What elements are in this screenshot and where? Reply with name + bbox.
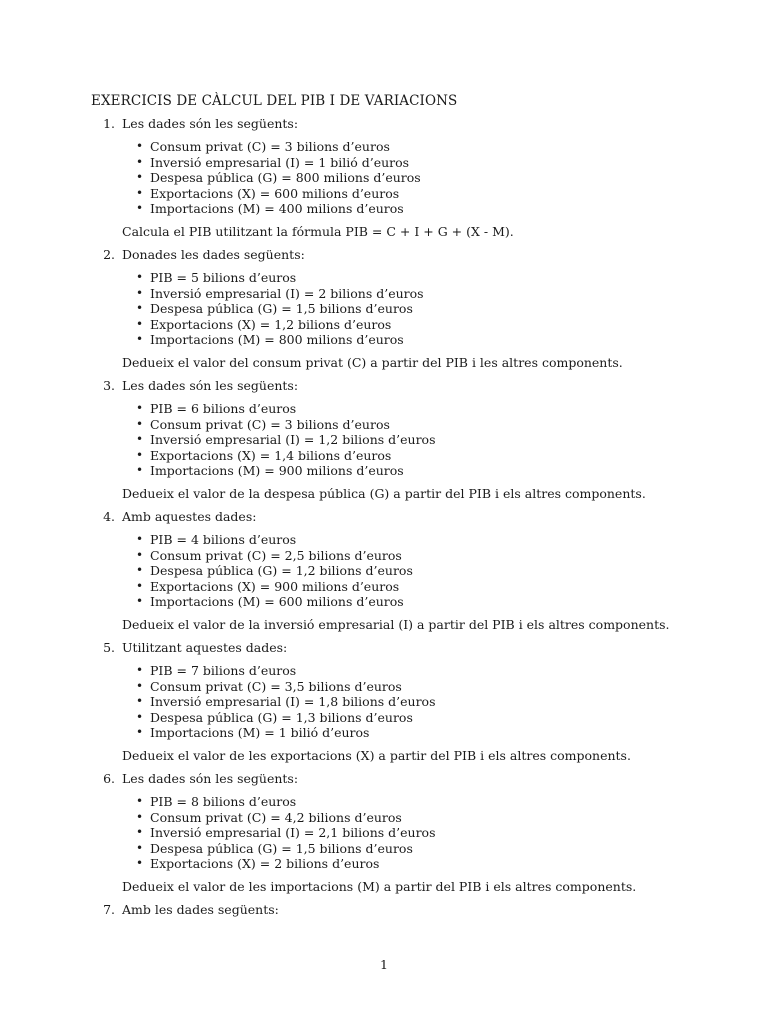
bullet-icon: • [136,825,144,839]
bullet-icon: • [136,463,144,477]
exercise-number: 3. [103,378,115,393]
bullet-icon: • [136,840,144,855]
list-item-text: Despesa pública (G) = 800 milions d’euros [150,170,421,185]
list-item-text: Exportacions (X) = 900 milions d’euros [150,578,400,594]
list-item-text: Consum privat (C) = 4,2 bilions d’euros [150,809,402,825]
bullet-icon: • [136,663,144,677]
exercise-intro: Amb les dades següents: [122,902,279,917]
list-item-text: PIB = 6 bilions d’euros [150,401,297,416]
exercise-number: 1. [103,116,115,131]
bullet-icon: • [136,416,144,431]
bullet-icon: • [136,332,144,346]
list-item-text: Despesa pública (G) = 1,5 bilions d’euros [150,840,413,856]
exercise-intro: Les dades són les següents: [122,771,299,786]
list-item-text: Importacions (M) = 400 milions d’euros [150,201,404,216]
exercise-5 [0,639,768,770]
bullet-icon: • [136,547,144,562]
bullet-icon: • [136,154,144,169]
bullet-icon: • [136,725,144,739]
list-item-text: Inversió empresarial (I) = 1 bilió d’euros [150,154,410,170]
document-title: EXERCICIS DE CÀLCUL DEL PIB I DE VARIACIONS [91,93,458,109]
page-number: 1 [380,957,388,972]
list-item-text: Importacions (M) = 600 milions d’euros [150,594,404,609]
list-item-text: Inversió empresarial (I) = 2 bilions d’euros [150,285,424,301]
exercise-number: 2. [103,247,115,262]
list-item-text: Importacions (M) = 900 milions d’euros [150,463,404,478]
list-item-text: Exportacions (X) = 600 milions d’euros [150,185,400,201]
list-item-text: Despesa pública (G) = 1,3 bilions d’euros [150,709,413,725]
list-item-text: Exportacions (X) = 1,4 bilions d’euros [150,447,392,463]
bullet-icon: • [136,432,144,446]
list-item-text: PIB = 8 bilions d’euros [150,794,297,809]
list-item-text: Consum privat (C) = 3 bilions d’euros [150,416,390,432]
list-item-text: Despesa pública (G) = 1,2 bilions d’euros [150,563,413,578]
bullet-icon: • [136,532,144,546]
bullet-icon: • [136,809,144,824]
exercise-number: 4. [103,509,115,524]
exercise-task: Dedueix el valor de la inversió empresarial (I) a partir del PIB i els altres components. [122,617,670,632]
exercise-6 [0,770,768,901]
exercise-number: 7. [103,902,115,917]
exercise-2 [0,246,768,377]
bullet-icon: • [136,678,144,693]
list-item-text: PIB = 7 bilions d’euros [150,663,297,678]
bullet-icon: • [136,185,144,200]
list-item-text: Consum privat (C) = 3,5 bilions d’euros [150,678,402,694]
bullet-icon: • [136,578,144,593]
exercise-list [0,115,768,1032]
bullet-icon: • [136,794,144,808]
exercise-intro: Utilitzant aquestes dades: [122,640,288,655]
list-item-text: Importacions (M) = 800 milions d’euros [150,332,404,347]
list-item-text: PIB = 4 bilions d’euros [150,532,297,547]
bullet-icon: • [136,694,144,708]
bullet-icon: • [136,285,144,300]
bullet-icon: • [136,594,144,608]
bullet-icon: • [136,856,144,870]
bullet-icon: • [136,270,144,284]
bullet-icon: • [136,301,144,315]
bullet-icon: • [136,709,144,724]
exercise-intro: Donades les dades següents: [122,247,305,262]
bullet-icon: • [136,139,144,153]
exercise-task: Calcula el PIB utilitzant la fórmula PIB = C + I + G + (X - M). [122,224,514,239]
exercise-1 [0,115,768,246]
exercise-task: Dedueix el valor de les exportacions (X) a partir del PIB i els altres components. [122,748,631,763]
list-item-text: Exportacions (X) = 2 bilions d’euros [150,856,380,871]
bullet-icon: • [136,170,144,184]
bullet-icon: • [136,201,144,215]
bullet-icon: • [136,401,144,415]
list-item-text: Consum privat (C) = 2,5 bilions d’euros [150,547,402,563]
list-item-text: Consum privat (C) = 3 bilions d’euros [150,139,390,154]
list-item-text: Inversió empresarial (I) = 1,8 bilions d’euros [150,694,436,709]
exercise-intro: Les dades són les següents: [122,378,299,393]
exercise-task: Dedueix el valor de la despesa pública (G) a partir del PIB i els altres components. [122,486,646,501]
bullet-icon: • [136,447,144,462]
list-item-text: Inversió empresarial (I) = 2,1 bilions d’euros [150,825,436,840]
exercise-task: Dedueix el valor del consum privat (C) a partir del PIB i les altres components. [122,355,623,370]
exercise-3 [0,377,768,508]
list-item-text: Importacions (M) = 1 bilió d’euros [150,725,370,740]
exercise-number: 5. [103,640,115,655]
exercise-4 [0,508,768,639]
bullet-icon: • [136,563,144,577]
list-item-text: Inversió empresarial (I) = 1,2 bilions d’euros [150,432,436,447]
list-item-text: Exportacions (X) = 1,2 bilions d’euros [150,316,392,332]
bullet-icon: • [136,316,144,331]
exercise-task: Dedueix el valor de les importacions (M) a partir del PIB i els altres components. [122,879,637,894]
exercise-intro: Amb aquestes dades: [122,509,257,524]
exercise-intro: Les dades són les següents: [122,116,299,131]
list-item-text: Despesa pública (G) = 1,5 bilions d’euros [150,301,413,316]
list-item-text: PIB = 5 bilions d’euros [150,270,297,285]
exercise-number: 6. [103,771,115,786]
